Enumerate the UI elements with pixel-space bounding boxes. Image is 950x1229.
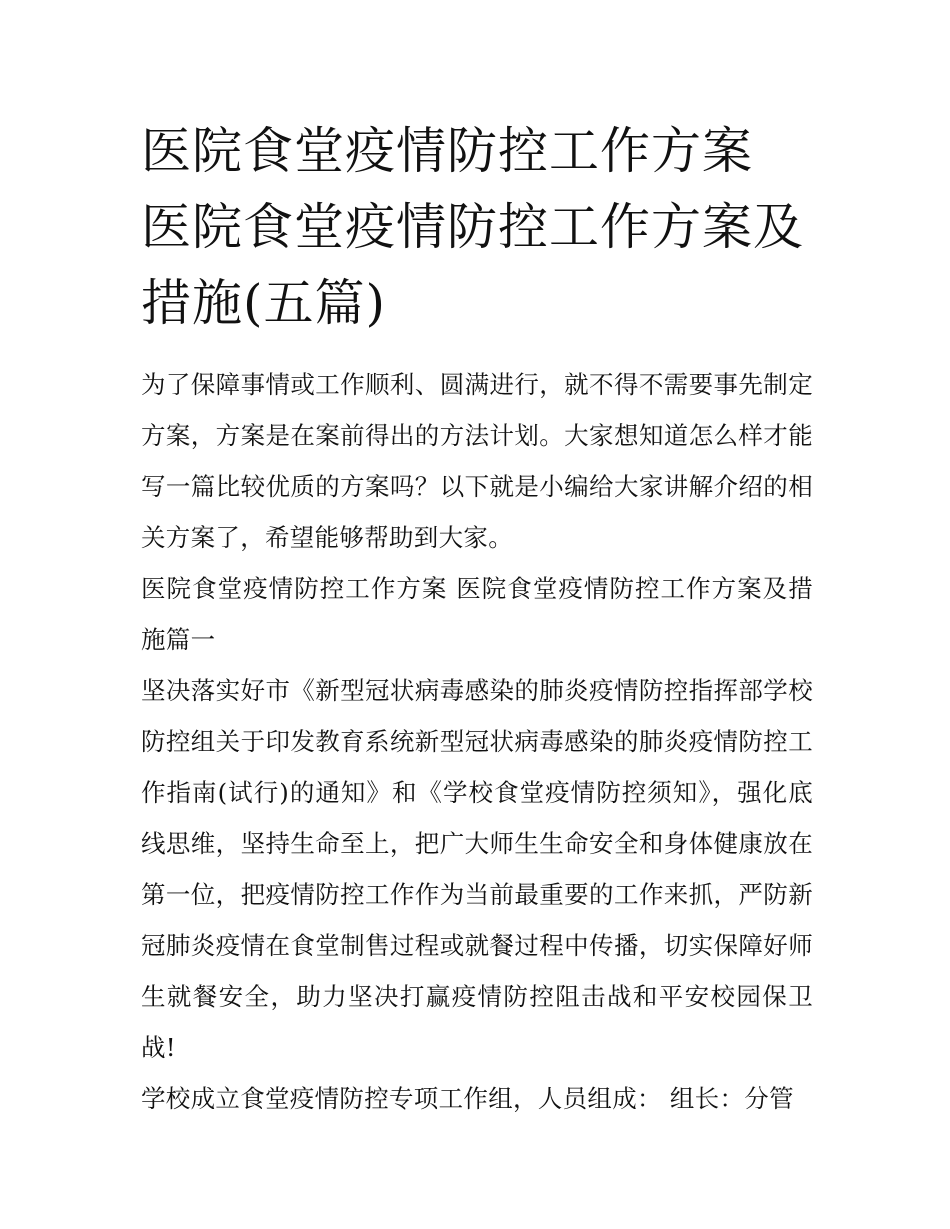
- document-title: 医院食堂疫情防控工作方案 医院食堂疫情防控工作方案及措施(五篇): [141, 122, 804, 332]
- document-body: [141, 359, 813, 1124]
- intro-paragraph: 为了保障事情或工作顺利、圆满进行，就不得不需要事先制定方案，方案是在案前得出的方法计划。大家想知道怎么样才能写一篇比较优质的方案吗？以下就是小编给大家讲解介绍的相关方案了，希望能够帮助到大家。: [141, 370, 813, 552]
- section-heading: 医院食堂疫情防控工作方案 医院食堂疫情防控工作方案及措施篇一: [141, 574, 813, 654]
- body-paragraph: 学校成立食堂疫情防控专项工作组，人员组成： 组长：分管: [141, 1084, 794, 1113]
- document-page: [141, 113, 813, 1124]
- body-paragraph: 坚决落实好市《新型冠状病毒感染的肺炎疫情防控指挥部学校防控组关于印发教育系统新型冠状病毒感染的肺炎疫情防控工作指南(试行)的通知》和《学校食堂疫情防控须知》，强化底线思维，坚持生命至上，把广大师生生命安全和身体健康放在第一位，把疫情防控工作作为当前最重要的工作来抓，严防新冠肺炎疫情在食堂制售过程或就餐过程中传播，切实保障好师生就餐安全，助力坚决打赢疫情防控阻击战和平安校园保卫战!: [141, 676, 813, 1062]
